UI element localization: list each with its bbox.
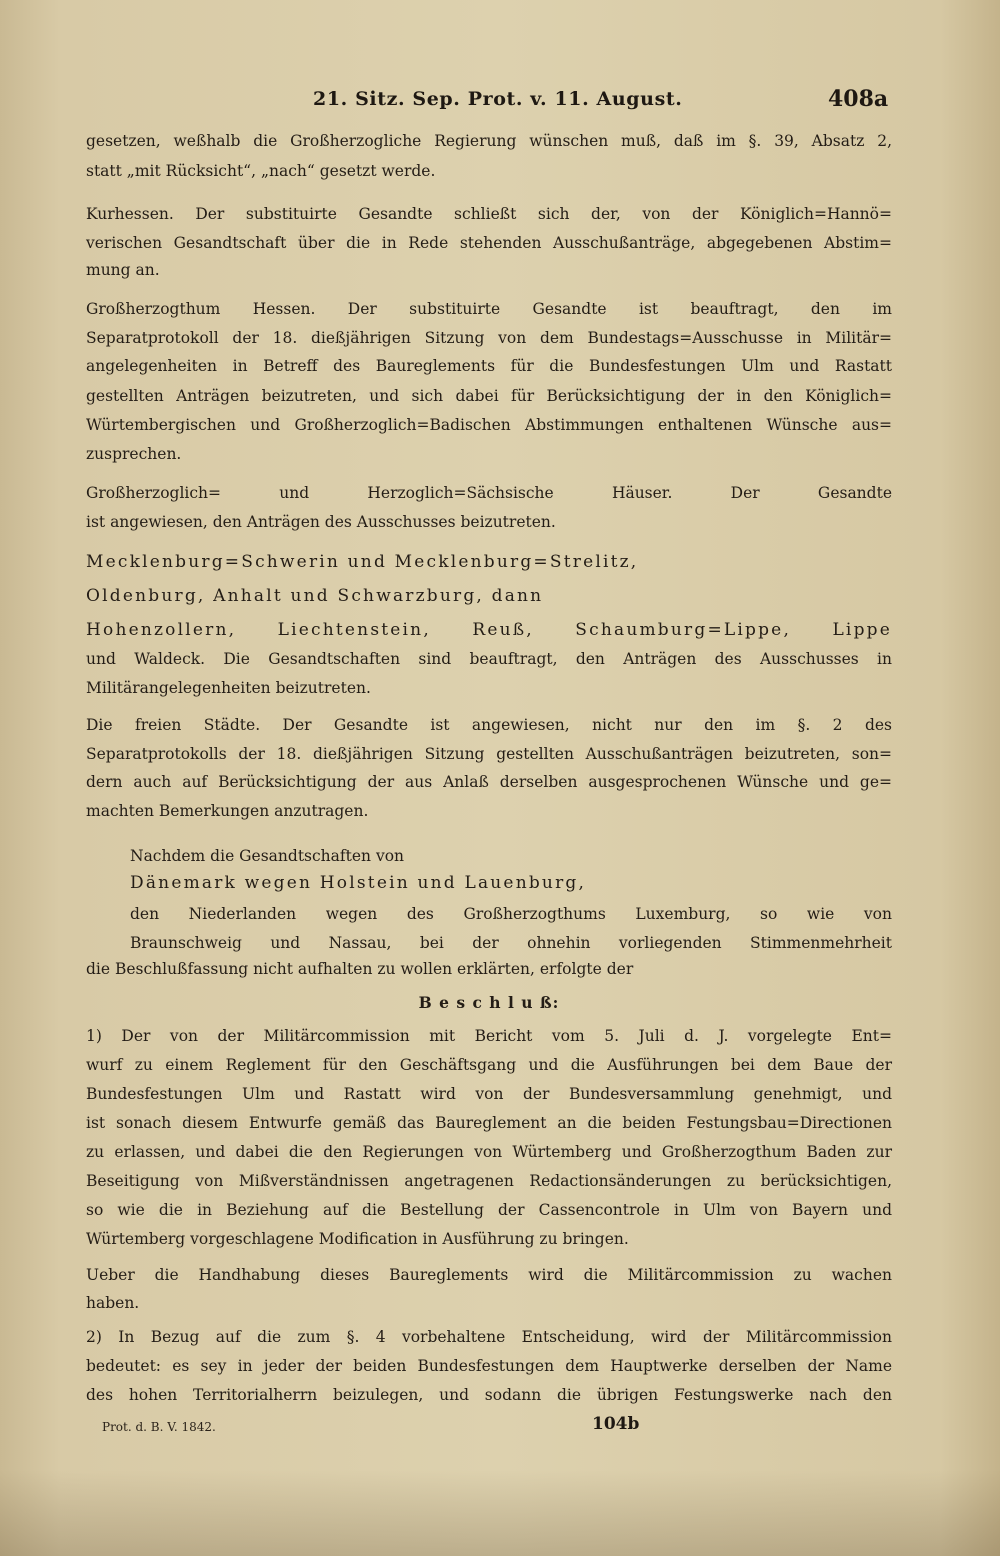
text-line: Ueber die Handhabung dieses Baureglements wird die Militärcommission zu wachen (86, 1266, 892, 1284)
text-line: den Niederlanden wegen des Großherzogthums Luxemburg, so wie von (130, 905, 892, 923)
text-line: Die freien Städte. Der Gesandte ist angewiesen, nicht nur den im §. 2 des (86, 716, 892, 734)
text-line: zu erlassen, und dabei die den Regierungen von Würtemberg und Großherzogthum Baden zur (86, 1143, 892, 1161)
text-line: ist angewiesen, den Anträgen des Ausschusses beizutreten. (86, 513, 556, 531)
text-line: Nachdem die Gesandtschaften von (130, 847, 405, 865)
text-line: Großherzogthum Hessen. Der substituirte Gesandte ist beauftragt, den im (86, 300, 892, 318)
text-line: Separatprotokolls der 18. dießjährigen Sitzung gestellten Ausschußanträgen beizutreten, son= (86, 745, 892, 763)
text-line: angelegenheiten in Betreff des Baureglements für die Bundesfestungen Ulm und Rastatt (86, 357, 892, 375)
text-line: Beseitigung von Mißverständnissen angetragenen Redactionsänderungen zu berücksichtigen, (86, 1172, 892, 1190)
text-line: Mecklenburg=Schwerin und Mecklenburg=Strelitz, (86, 552, 639, 572)
text-line: Bundesfestungen Ulm und Rastatt wird von der Bundesversammlung genehmigt, und (86, 1085, 892, 1103)
text-line: Militärangelegenheiten beizutreten. (86, 679, 371, 697)
text-line: verischen Gesandtschaft über die in Rede stehenden Ausschußanträge, abgegebenen Abstim= (86, 234, 892, 252)
text-line: mung an. (86, 261, 160, 279)
page-number: 408a (828, 86, 889, 112)
text-line: wurf zu einem Reglement für den Geschäftsgang und die Ausführungen bei dem Baue der (86, 1056, 892, 1074)
page-bottom-shadow (0, 1470, 1000, 1556)
text-line: bedeutet: es sey in jeder der beiden Bundesfestungen dem Hauptwerke derselben der Name (86, 1357, 892, 1375)
resolution-heading: B e s c h l u ß: (418, 993, 560, 1012)
text-line: ist sonach diesem Entwurfe gemäß das Baureglement an die beiden Festungsbau=Directionen (86, 1114, 892, 1132)
text-line: Dänemark wegen Holstein und Lauenburg, (130, 873, 587, 893)
text-line: des hohen Territorialherrn beizulegen, und sodann die übrigen Festungswerke nach den (86, 1386, 892, 1404)
text-line: Würtembergischen und Großherzoglich=Badischen Abstimmungen enthaltenen Wünsche aus= (86, 416, 892, 434)
text-line: Würtemberg vorgeschlagene Modification in Ausführung zu bringen. (86, 1230, 629, 1248)
text-line: Kurhessen. Der substituirte Gesandte schließt sich der, von der Königlich=Hannö= (86, 205, 892, 223)
text-line: die Beschlußfassung nicht aufhalten zu wollen erklärten, erfolgte der (86, 960, 634, 978)
printer-signature: Prot. d. B. V. 1842. (102, 1420, 216, 1434)
text-line: Separatprotokoll der 18. dießjährigen Sitzung von dem Bundestags=Ausschusse in Militär= (86, 329, 892, 347)
text-line: haben. (86, 1294, 140, 1312)
text-line: statt „mit Rücksicht“, „nach“ gesetzt werde. (86, 162, 436, 180)
text-line: so wie die in Beziehung auf die Bestellung der Cassencontrole in Ulm von Bayern und (86, 1201, 892, 1219)
text-line: zusprechen. (86, 445, 182, 463)
text-line: dern auch auf Berücksichtigung der aus Anlaß derselben ausgesprochenen Wünsche und ge= (86, 773, 892, 791)
text-line: machten Bemerkungen anzutragen. (86, 802, 369, 820)
text-line: Oldenburg, Anhalt und Schwarzburg, dann (86, 586, 544, 606)
text-line: Großherzoglich= und Herzoglich=Sächsische Häuser. Der Gesandte (86, 484, 892, 502)
text-line: gesetzen, weßhalb die Großherzogliche Regierung wünschen muß, daß im §. 39, Absatz 2, (86, 132, 892, 150)
text-line: 2) In Bezug auf die zum §. 4 vorbehaltene Entscheidung, wird der Militärcommission (86, 1328, 892, 1346)
text-line: gestellten Anträgen beizutreten, und sich dabei für Berücksichtigung der in den Königlich= (86, 387, 892, 405)
sheet-mark: 104b (592, 1414, 640, 1434)
running-head: 21. Sitz. Sep. Prot. v. 11. August. (313, 88, 683, 110)
text-line: 1) Der von der Militärcommission mit Bericht vom 5. Juli d. J. vorgelegte Ent= (86, 1027, 892, 1045)
text-line: und Waldeck. Die Gesandtschaften sind beauftragt, den Anträgen des Ausschusses in (86, 650, 892, 668)
text-line: Braunschweig und Nassau, bei der ohnehin vorliegenden Stimmenmehrheit (130, 934, 892, 952)
text-line: Hohenzollern, Liechtenstein, Reuß, Schaumburg=Lippe, Lippe (86, 620, 892, 640)
